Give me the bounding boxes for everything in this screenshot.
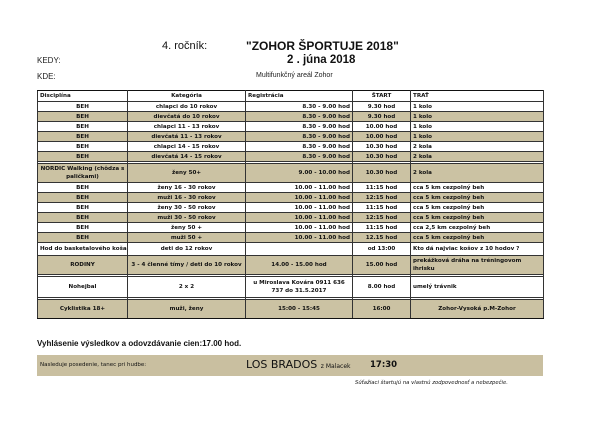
cell-disciplina: Nohejbal (38, 277, 128, 298)
table-row (38, 223, 544, 233)
cell-kategoria: muži, ženy (128, 300, 246, 319)
cell-trat: 2 kola (411, 164, 544, 183)
cell-registracia: u Miroslava Kovára 0911 636 737 do 31.5.2017 (246, 277, 353, 298)
cell-trat: Kto dá najviac košov z 10 hodov ? (411, 243, 544, 256)
cell-disciplina: Hod do basketalového koša (38, 243, 128, 256)
cell-trat: 1 kolo (411, 132, 544, 142)
cell-disciplina: BEH (38, 122, 128, 132)
cell-start: 11:15 hod (353, 183, 411, 193)
cell-registracia: 10.00 - 11.00 hod (246, 233, 353, 243)
table-row (38, 243, 544, 256)
cell-kategoria: muži 16 - 30 rokov (128, 193, 246, 203)
cell-registracia: 10.00 - 11.00 hod (246, 223, 353, 233)
cell-trat: 1 kolo (411, 102, 544, 112)
table-row (38, 277, 544, 298)
cell-kategoria: chlapci 11 - 13 rokov (128, 122, 246, 132)
event-title: "ZOHOR ŠPORTUJE 2018" (246, 39, 399, 53)
cell-start: 12:15 hod (353, 213, 411, 223)
following-label: Nasleduje posedenie, tanec pri hudbe: (40, 362, 147, 368)
cell-disciplina: NORDIC Walking (chôdza s paličkami) (38, 164, 128, 183)
cell-trat: 2 kola (411, 152, 544, 162)
table-row (38, 193, 544, 203)
cell-kategoria: chlapci do 10 rokov (128, 102, 246, 112)
event-place: Multifunkčný areál Zohor (256, 72, 333, 79)
column-header-start: ŠTART (353, 91, 411, 102)
table-row (38, 164, 544, 183)
cell-start: 11:15 hod (353, 223, 411, 233)
table-row (38, 183, 544, 193)
where-label: KDE: (37, 72, 56, 81)
cell-registracia: 9.00 - 10.00 hod (246, 164, 353, 183)
column-header-registracia: Registrácia (246, 91, 353, 102)
cell-disciplina: BEH (38, 112, 128, 122)
cell-trat: cca 2,5 km cezpolný beh (411, 223, 544, 233)
cell-kategoria: dievčatá 11 - 13 rokov (128, 132, 246, 142)
table-row (38, 132, 544, 142)
cell-trat: cca 5 km cezpolný beh (411, 183, 544, 193)
music-band-row (37, 355, 543, 376)
column-header-trat: TRAŤ (411, 91, 544, 102)
cell-kategoria: dievčatá do 10 rokov (128, 112, 246, 122)
cell-start: 12.15 hod (353, 233, 411, 243)
cell-start: 10.00 hod (353, 122, 411, 132)
cell-disciplina: BEH (38, 152, 128, 162)
cell-registracia: 10.00 - 11.00 hod (246, 203, 353, 213)
cell-trat: 1 kolo (411, 112, 544, 122)
column-header-kategoria: Kategória (128, 91, 246, 102)
cell-start: 10.30 hod (353, 164, 411, 183)
cell-kategoria: muži 30 - 50 rokov (128, 213, 246, 223)
band-name-line (246, 358, 350, 371)
cell-trat: cca 5 km cezpolný beh (411, 233, 544, 243)
cell-registracia: 8.30 - 9.00 hod (246, 102, 353, 112)
cell-start: 12:15 hod (353, 193, 411, 203)
cell-kategoria: chlapci 14 - 15 rokov (128, 142, 246, 152)
cell-trat: 1 kolo (411, 122, 544, 132)
cell-start: 10.30 hod (353, 152, 411, 162)
event-date: 2 . júna 2018 (287, 54, 356, 66)
cell-disciplina: BEH (38, 233, 128, 243)
cell-disciplina: BEH (38, 213, 128, 223)
cell-trat: Zohor-Vysoká p.M-Zohor (411, 300, 544, 319)
cell-trat: 2 kola (411, 142, 544, 152)
cell-start: od 13:00 (353, 243, 411, 256)
table-row (38, 102, 544, 112)
cell-kategoria: ženy 50 + (128, 223, 246, 233)
cell-trat: cca 5 km cezpolný beh (411, 193, 544, 203)
cell-registracia (246, 243, 353, 256)
band-origin: z Malacek (320, 363, 351, 370)
cell-registracia: 8.30 - 9.00 hod (246, 112, 353, 122)
table-row (38, 233, 544, 243)
cell-registracia: 8.30 - 9.00 hod (246, 132, 353, 142)
band-time: 17:30 (370, 360, 398, 370)
cell-disciplina: BEH (38, 102, 128, 112)
cell-start: 9.30 hod (353, 112, 411, 122)
table-row (38, 122, 544, 132)
cell-start: 11:15 hod (353, 203, 411, 213)
cell-kategoria: 3 - 4 členné tímy / deti do 10 rokov (128, 256, 246, 275)
cell-registracia: 8.30 - 9.00 hod (246, 122, 353, 132)
table-row (38, 213, 544, 223)
table-row (38, 256, 544, 275)
cell-registracia: 8.30 - 9.00 hod (246, 152, 353, 162)
disclaimer: Súťažiaci štartujú na vlastnú zodpovednosť a nebezpečie. (355, 380, 508, 386)
cell-start: 8.00 hod (353, 277, 411, 298)
table-row (38, 152, 544, 162)
cell-registracia: 14.00 - 15.00 hod (246, 256, 353, 275)
cell-kategoria: deti do 12 rokov (128, 243, 246, 256)
cell-registracia: 10.00 - 11.00 hod (246, 213, 353, 223)
cell-trat: cca 5 km cezpolný beh (411, 213, 544, 223)
column-header-disciplina: Disciplína (38, 91, 128, 102)
cell-registracia: 10.00 - 11.00 hod (246, 183, 353, 193)
cell-disciplina: BEH (38, 223, 128, 233)
cell-start: 15.00 hod (353, 256, 411, 275)
cell-start: 10.00 hod (353, 132, 411, 142)
cell-kategoria: dievčatá 14 - 15 rokov (128, 152, 246, 162)
cell-start: 9.30 hod (353, 102, 411, 112)
cell-start: 10.30 hod (353, 142, 411, 152)
table-header-row (38, 91, 544, 102)
cell-disciplina: BEH (38, 193, 128, 203)
cell-disciplina: RODINY (38, 256, 128, 275)
cell-registracia: 8.30 - 9.00 hod (246, 142, 353, 152)
cell-disciplina: BEH (38, 142, 128, 152)
table-row (38, 203, 544, 213)
cell-kategoria: ženy 30 - 50 rokov (128, 203, 246, 213)
cell-disciplina: Cyklistika 18+ (38, 300, 128, 319)
cell-disciplina: BEH (38, 183, 128, 193)
cell-kategoria: muži 50 + (128, 233, 246, 243)
table-row (38, 142, 544, 152)
cell-kategoria: ženy 50+ (128, 164, 246, 183)
cell-trat: prekážková dráha na tréningovom ihrisku (411, 256, 544, 275)
cell-kategoria: ženy 16 - 30 rokov (128, 183, 246, 193)
band-name: LOS BRADOS (246, 358, 318, 371)
cell-kategoria: 2 x 2 (128, 277, 246, 298)
results-announcement: Vyhlásenie výsledkov a odovzdávanie cien:17.00 hod. (37, 339, 242, 348)
cell-trat: umelý trávnik (411, 277, 544, 298)
table-row (38, 112, 544, 122)
cell-registracia: 15:00 - 15:45 (246, 300, 353, 319)
cell-registracia: 10.00 - 11.00 hod (246, 193, 353, 203)
edition-label: 4. ročník: (162, 40, 208, 52)
schedule-table (37, 90, 544, 319)
table-row (38, 300, 544, 319)
when-label: KEDY: (37, 56, 61, 65)
cell-disciplina: BEH (38, 203, 128, 213)
cell-trat: cca 5 km cezpolný beh (411, 203, 544, 213)
cell-disciplina: BEH (38, 132, 128, 142)
cell-start: 16:00 (353, 300, 411, 319)
